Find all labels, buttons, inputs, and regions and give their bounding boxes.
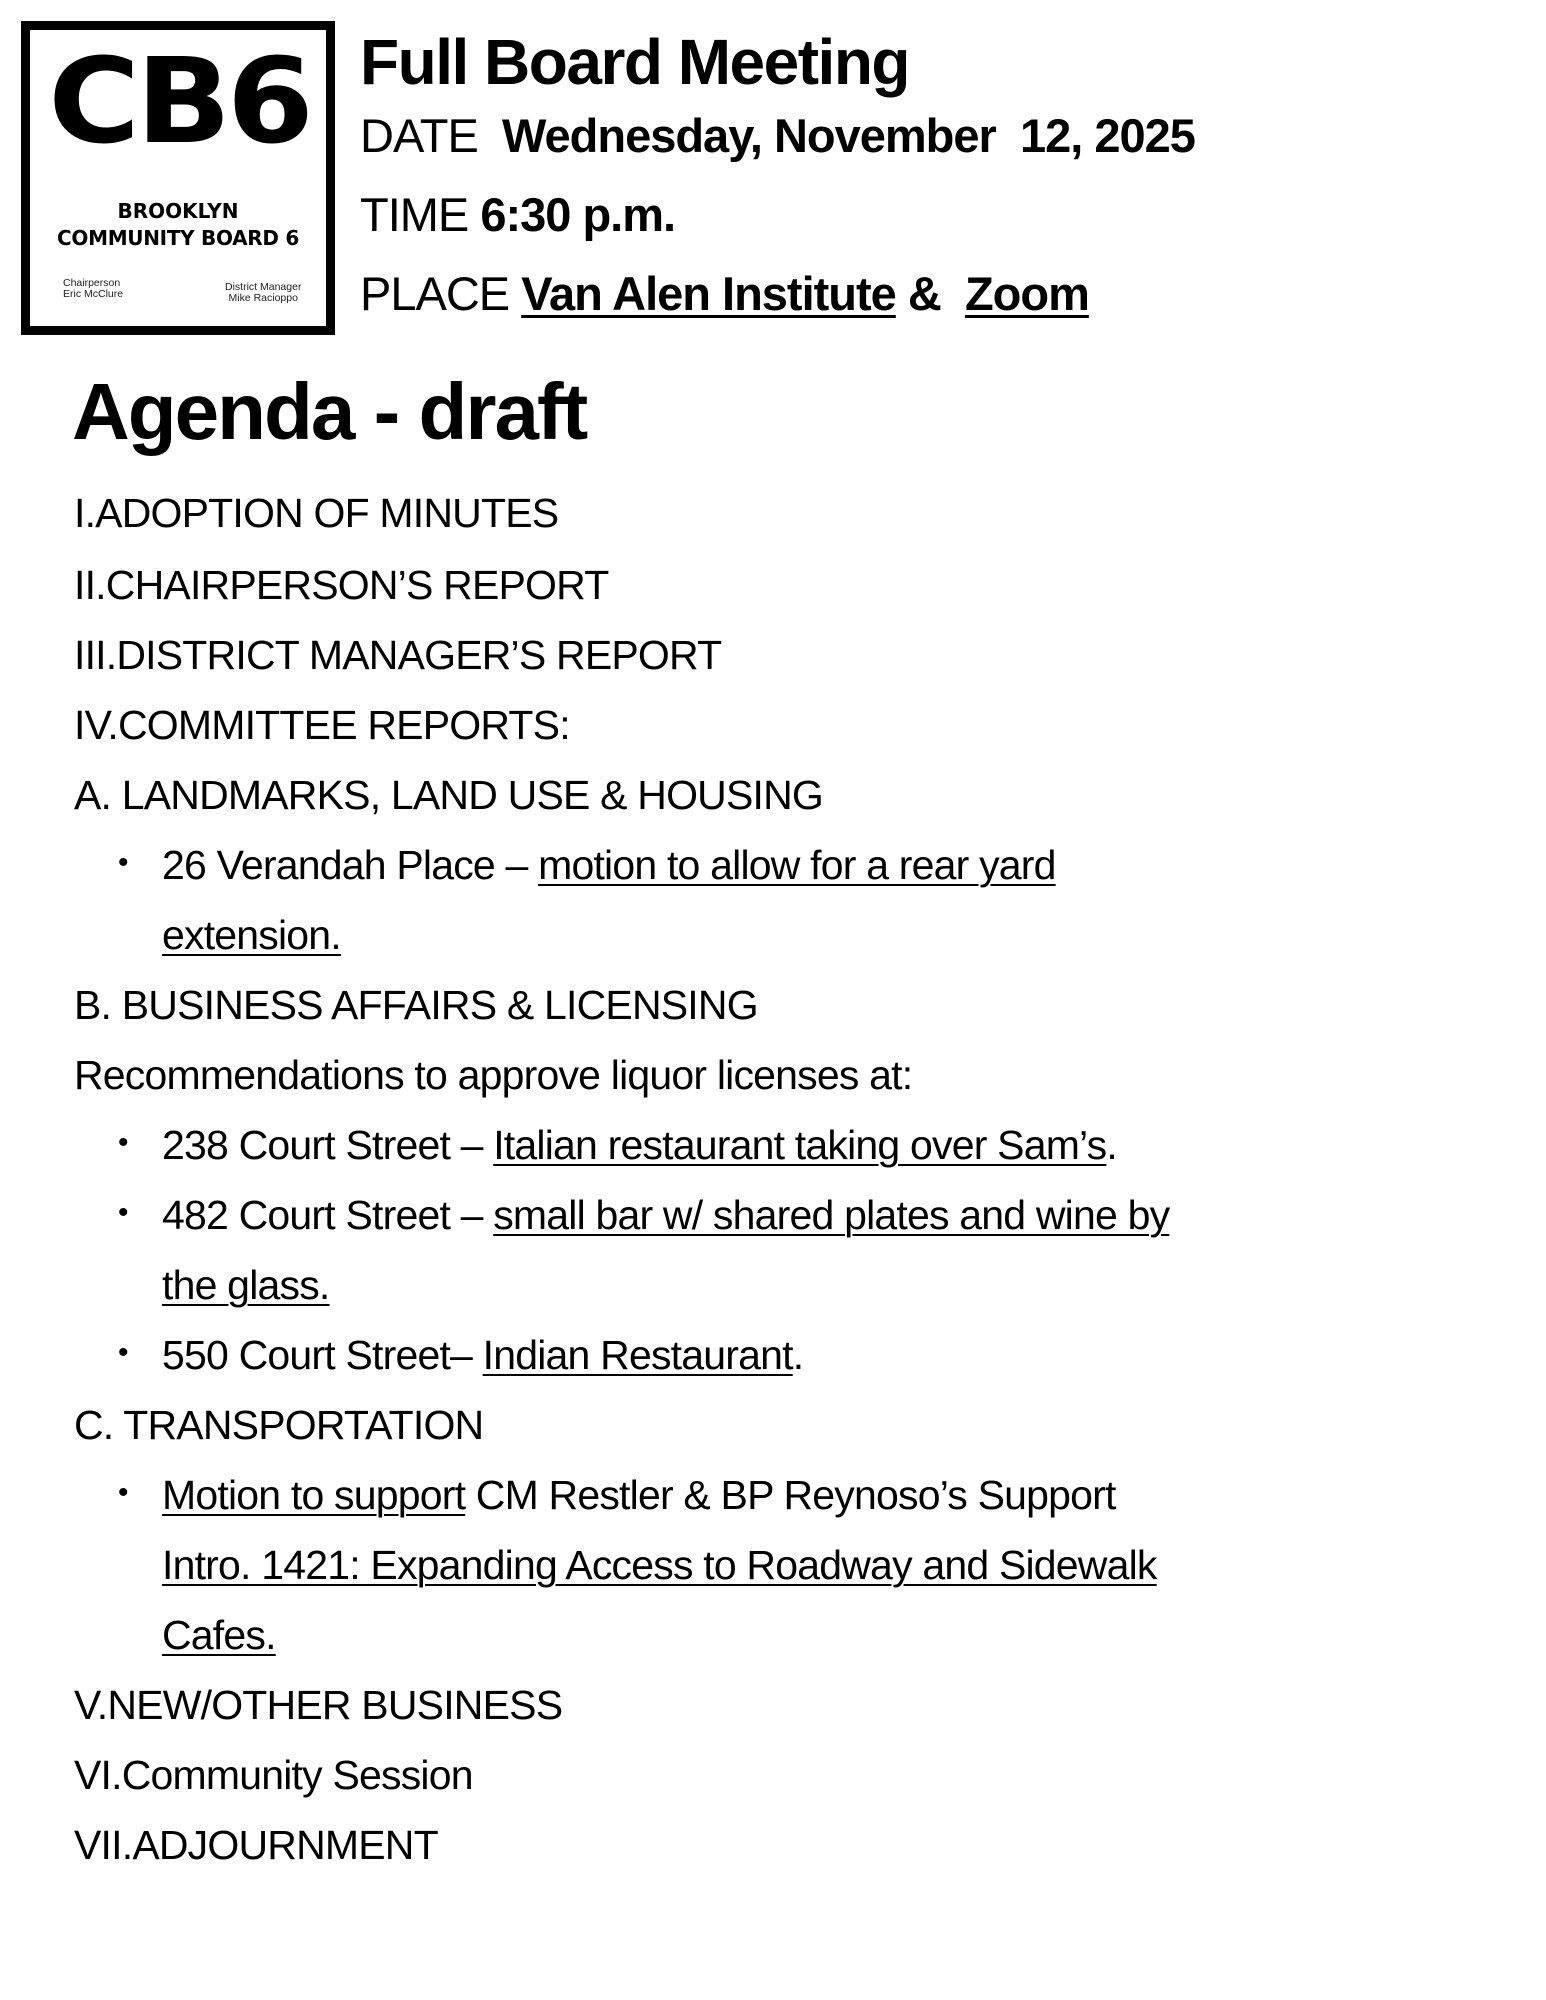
bullet-icon: •: [118, 1126, 129, 1159]
agenda-item-iv: IV.COMMITTEE REPORTS:: [74, 702, 570, 748]
bullet-icon: •: [118, 1196, 129, 1229]
item-link[interactable]: Motion to support: [162, 1472, 466, 1518]
agenda-item-iii: III.DISTRICT MANAGER’S REPORT: [74, 632, 722, 678]
logo-org-line1: BROOKLYN: [117, 199, 239, 223]
meeting-place: [360, 267, 1089, 320]
committee-a-heading: A. LANDMARKS, LAND USE & HOUSING: [74, 772, 824, 818]
item-link[interactable]: extension.: [162, 912, 341, 958]
dm-name: Mike Racioppo: [228, 292, 298, 304]
list-item-continuation: [162, 1542, 1157, 1588]
list-item: [162, 1472, 1116, 1518]
agenda-item-v: V.NEW/OTHER BUSINESS: [74, 1682, 563, 1728]
bullet-icon: •: [118, 846, 129, 879]
place-label: PLACE: [360, 267, 510, 320]
dm-title: District Manager: [225, 281, 302, 293]
agenda-item-vi: VI.Community Session: [74, 1752, 473, 1798]
venue-link[interactable]: Van Alen Institute: [521, 267, 896, 320]
committee-b-heading: B. BUSINESS AFFAIRS & LICENSING: [74, 982, 758, 1028]
list-item: [162, 1192, 1170, 1238]
time-label: TIME: [360, 188, 469, 241]
agenda-item-ii: II.CHAIRPERSON’S REPORT: [74, 562, 609, 608]
list-item-continuation: [162, 1262, 330, 1308]
item-period: .: [792, 1332, 804, 1378]
item-link[interactable]: small bar w/ shared plates and wine by: [493, 1192, 1170, 1238]
item-text: CM Restler & BP Reynoso’s Support: [465, 1472, 1116, 1518]
time-value: 6:30 p.m.: [480, 188, 676, 241]
bullet-icon: •: [118, 1336, 129, 1369]
date-value: Wednesday, November 12, 2025: [502, 109, 1195, 162]
list-item-continuation: [162, 1612, 276, 1658]
logo-org-line2: COMMUNITY BOARD 6: [57, 226, 299, 250]
zoom-link[interactable]: Zoom: [964, 267, 1089, 320]
item-link[interactable]: motion to allow for a rear yard: [538, 842, 1056, 888]
committee-c-heading: C. TRANSPORTATION: [74, 1402, 484, 1448]
chair-title: Chairperson: [63, 277, 121, 289]
date-label: DATE: [360, 109, 478, 162]
item-address: 238 Court Street –: [162, 1122, 494, 1168]
item-link[interactable]: Intro. 1421: Expanding Access to Roadway and Sidewalk: [162, 1542, 1157, 1588]
chair-name: Eric McClure: [63, 288, 124, 300]
logo-chairperson: [63, 278, 123, 300]
item-address: 482 Court Street –: [162, 1192, 494, 1238]
cb6-logo: [21, 21, 335, 335]
item-address: 26 Verandah Place –: [162, 842, 539, 888]
bullet-icon: •: [118, 1476, 129, 1509]
agenda-title: Agenda - draft: [72, 367, 587, 456]
item-link[interactable]: Cafes.: [162, 1612, 276, 1658]
list-item-continuation: [162, 912, 341, 958]
agenda-item-vii: VII.ADJOURNMENT: [74, 1822, 438, 1868]
meeting-title: Full Board Meeting: [360, 26, 909, 98]
meeting-time: [360, 188, 676, 241]
item-link[interactable]: Italian restaurant taking over Sam’s: [493, 1122, 1107, 1168]
agenda-item-i: I.ADOPTION OF MINUTES: [74, 490, 559, 536]
list-item: [162, 842, 1056, 888]
committee-b-intro: Recommendations to approve liquor licenses at:: [74, 1052, 913, 1098]
logo-district-manager: [225, 282, 301, 304]
meeting-date: [360, 109, 1195, 162]
place-joiner: &: [907, 267, 941, 320]
item-link[interactable]: the glass.: [162, 1262, 330, 1308]
item-address: 550 Court Street–: [162, 1332, 483, 1378]
list-item: [162, 1332, 804, 1378]
logo-mark: CB6: [48, 32, 310, 170]
list-item: [162, 1122, 1117, 1168]
item-period: .: [1106, 1122, 1117, 1168]
item-link[interactable]: Indian Restaurant: [482, 1332, 793, 1378]
